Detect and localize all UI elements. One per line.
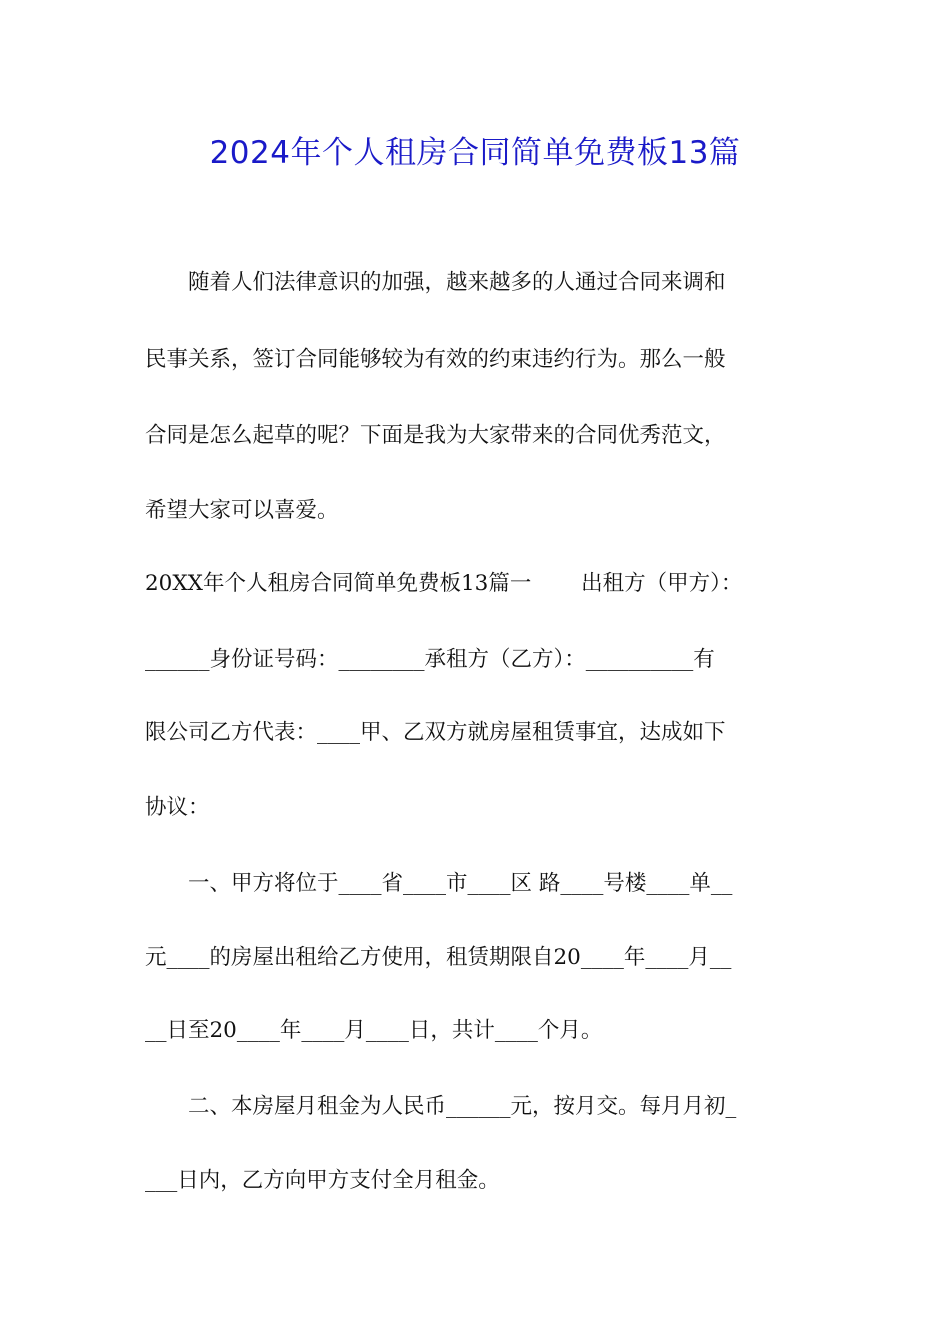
body-line: 民事关系，签订合同能够较为有效的约束违约行为。那么一般 xyxy=(145,347,726,372)
body-line: 随着人们法律意识的加强，越来越多的人通过合同来调和 xyxy=(145,270,726,295)
body-line: ______身份证号码：________承租方（乙方）：__________有 xyxy=(145,647,715,672)
body-line: 协议： xyxy=(145,795,210,820)
body-line: 20XX年个人租房合同简单免费板13篇一 出租方（甲方）： xyxy=(145,571,743,596)
body-line: ___日内，乙方向甲方支付全月租金。 xyxy=(145,1168,500,1193)
body-line: 希望大家可以喜爱。 xyxy=(145,498,339,523)
body-line: 一、甲方将位于____省____市____区 路____号楼____单__ xyxy=(145,871,733,896)
body-line: 元____的房屋出租给乙方使用，租赁期限自20____年____月__ xyxy=(145,945,732,970)
body-line: 限公司乙方代表：____甲、乙双方就房屋租赁事宜，达成如下 xyxy=(145,720,726,745)
body-line: __日至20____年____月____日，共计____个月。 xyxy=(145,1018,603,1043)
document-title: 2024年个人租房合同简单免费板13篇 xyxy=(209,135,741,171)
body-line: 二、本房屋月租金为人民币______元，按月交。每月月初_ xyxy=(145,1094,737,1119)
body-line: 合同是怎么起草的呢？下面是我为大家带来的合同优秀范文， xyxy=(145,423,726,448)
